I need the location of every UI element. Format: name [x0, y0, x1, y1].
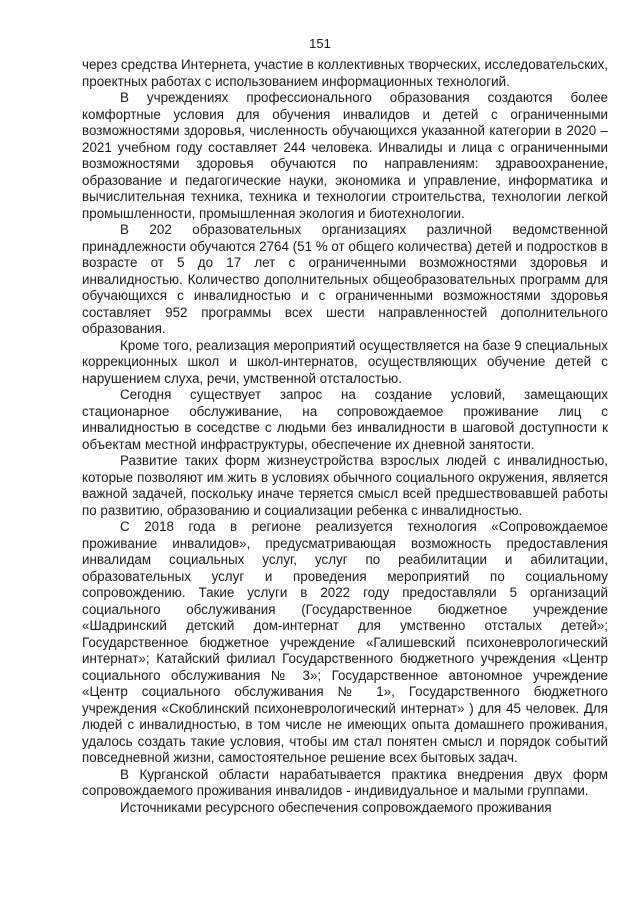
paragraph: Развитие таких форм жизнеустройства взрослых людей с инвалидностью, которые позволяют им жить в условиях обычного социального окружения, является важной задачей, поскольку иначе теряется смысл всей предшествовавшей работы по развитию, образованию и социализации ребенка с инвалидностью.: [82, 453, 608, 518]
paragraph: через средства Интернета, участие в коллективных творческих, исследовательских, проектных работах с использованием информационных технологий.: [82, 57, 608, 89]
paragraph: В 202 образовательных организациях различной ведомственной принадлежности обучаются 2764 (51 % от общего количества) детей и подростков в возрасте от 5 до 17 лет с ограниченными возможностями здоровья и инвалидностью. Количество дополнительных общеобразовательных программ для обучающихся с инвалидностью и с ограниченными возможностями здоровья составляет 952 программы всех шести направленностей дополнительного образования.: [82, 222, 608, 336]
paragraph: Кроме того, реализация мероприятий осуществляется на базе 9 специальных коррекционных школ и школ-интернатов, осуществляющих обучение детей с нарушением слуха, речи, умственной отсталостью.: [82, 337, 608, 386]
paragraph: С 2018 года в регионе реализуется технология «Сопровождаемое проживание инвалидов», предусматривающая возможность предоставления инвалидам социальных услуг, услуг по реабилитации и абилитации, образовательных услуг и проведения мероприятий по социальному сопровождению. Такие услуги в 2022 году предоставляли 5 организаций социального обслуживания (Государственное бюджетное учреждение «Шадринский детский дом-интернат для умственно отсталых детей»; Государственное бюджетное учреждение «Галишевский психоневрологический интернат»; Катайский филиал Государственного бюджетного учреждения «Центр социального обслуживания № 3»; Государственное автономное учреждение «Центр социального обслуживания № 1», Государственного бюджетного учреждения «Скоблинский психоневрологический интернат» ) для 45 человек. Для людей с инвалидностью, в том числе не имеющих опыта домашнего проживания, удалось создать такие условия, чтобы им стал понятен смысл и порядок событий повседневной жизни, самостоятельное решение всех бытовых задач.: [82, 519, 608, 765]
paragraph: Сегодня существует запрос на создание условий, замещающих стационарное обслуживание, на сопровождаемое проживание лиц с инвалидностью в соседстве с людьми без инвалидности в шаговой доступности к объектам местной инфраструктуры, обеспечение их дневной занятости.: [82, 387, 608, 452]
paragraph: В Курганской области нарабатывается практика внедрения двух форм сопровождаемого проживания инвалидов - индивидуальное и малыми группами.: [82, 766, 608, 798]
page-number: 151: [309, 36, 331, 51]
body-text: [82, 57, 608, 816]
paragraph: В учреждениях профессионального образования создаются более комфортные условия для обучения инвалидов и детей с ограниченными возможностями здоровья, численность обучающихся указанной категории в 2020 – 2021 учебном году составляет 244 человека. Инвалиды и лица с ограниченными возможностями здоровья обучаются по направлениям: здравоохранение, образование и педагогические науки, экономика и управление, информатика и вычислительная техника, техника и технологии строительства, технологии легкой промышленности, промышленная экология и биотехнологии.: [82, 90, 608, 221]
paragraph: Источниками ресурсного обеспечения сопровождаемого проживания: [120, 799, 552, 815]
